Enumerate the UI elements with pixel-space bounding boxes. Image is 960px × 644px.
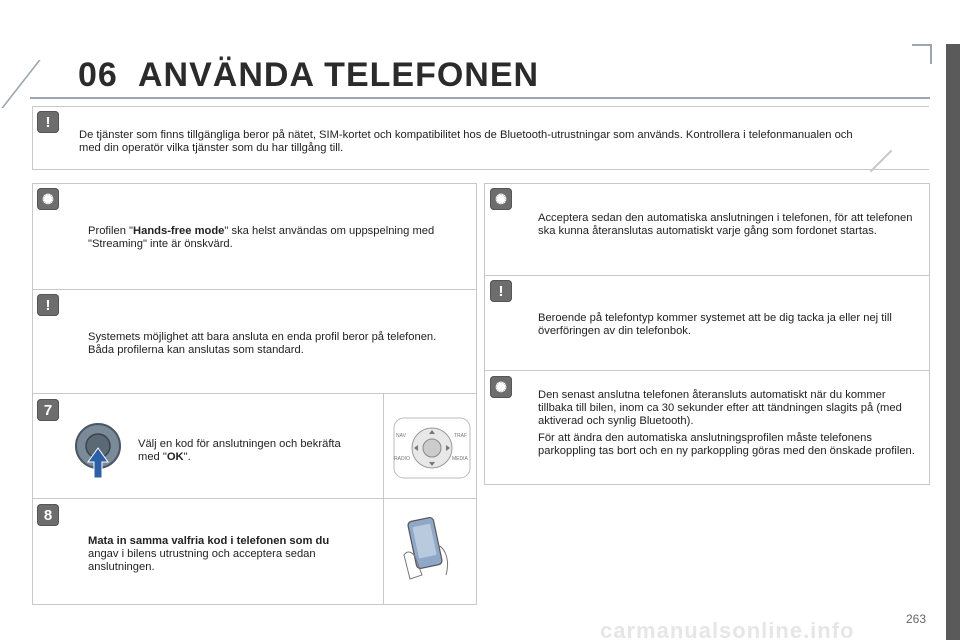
step7-post: ". — [183, 451, 191, 463]
phone-in-hand-icon — [398, 515, 460, 585]
step-7-badge: 7 — [37, 399, 59, 421]
warning-icon: ! — [37, 294, 59, 316]
warn2-text: Beroende på telefontyp kommer systemet att be dig tacka ja eller nej till överföringen av din telefonbok. — [538, 312, 892, 337]
divider — [32, 393, 477, 394]
tip1-pre: Profilen " — [88, 225, 134, 237]
side-tab-strip — [946, 44, 960, 640]
divider — [383, 393, 384, 604]
lightbulb-icon: ✺ — [490, 188, 512, 210]
warning-icon: ! — [490, 280, 512, 302]
nav-label: NAV — [396, 433, 406, 439]
warning-icon: ! — [37, 111, 59, 133]
step7-bold: OK — [166, 451, 184, 463]
divider — [484, 275, 930, 276]
step7-text — [138, 438, 358, 464]
dial-knob-icon — [70, 420, 126, 480]
radio-label: RADIO — [394, 456, 410, 462]
warn1-text: Systemets möjlighet att bara ansluta en enda profil beror på telefonen. Båda profilerna kan anslutas som standard. — [88, 331, 437, 356]
tip2-text: Acceptera sedan den automatiska anslutningen i telefonen, för att telefonen ska kunna återanslutas automatiskt varje gång som fordonet startas. — [538, 212, 913, 237]
header-corner — [912, 44, 932, 64]
controller-panel-illustration — [392, 408, 472, 488]
traffic-label: TRAF — [454, 433, 468, 439]
lightbulb-icon: ✺ — [490, 376, 512, 398]
chapter-number: 06 — [78, 56, 118, 94]
step8-body: angav i bilens utrustning och acceptera sedan anslutningen. — [88, 548, 316, 573]
step-8-badge: 8 — [37, 504, 59, 526]
header-rule — [30, 97, 930, 99]
intro-note-box — [32, 106, 929, 170]
intro-note-text: De tjänster som finns tillgängliga beror på nätet, SIM-kortet och kompatibilitet hos de Bluetooth-utrustningar som används. Kontrollera i telefonmanualen och med din operatör vilka tjänster som du har tillgång till. — [79, 129, 853, 154]
step8-text — [88, 535, 358, 574]
chapter-title: ANVÄNDA TELEFONEN — [138, 56, 540, 94]
header-slant-line — [1, 60, 41, 108]
step7-pre: Välj en kod för anslutningen och bekräfta med " — [138, 438, 341, 463]
lightbulb-icon: ✺ — [37, 188, 59, 210]
tip3-paragraph-2: För att ändra den automatiska anslutningsprofilen måste telefonens parkoppling tas bort och en ny parkoppling göras med den önskade profilen. — [538, 432, 915, 457]
tip1-post: " ska helst användas om uppspelning med "Streaming" inte är önskvärd. — [88, 225, 435, 250]
divider — [484, 370, 930, 371]
watermark: carmanualsonline.info — [600, 618, 855, 643]
divider — [32, 289, 477, 290]
page-number: 263 — [906, 612, 927, 626]
tip1-text — [88, 225, 466, 251]
media-label: MEDIA — [452, 456, 468, 462]
step8-bold: Mata in samma valfria kod i telefonen som du — [88, 535, 330, 547]
divider — [32, 498, 477, 499]
tip3-paragraph-1: Den senast anslutna telefonen återansluts automatiskt när du kommer tillbaka till bilen, inom ca 30 sekunder efter att tändningen slagits på (med aktiverad och synlig Bluetooth). — [538, 389, 902, 427]
tip1-bold: Hands-free mode — [133, 225, 225, 237]
